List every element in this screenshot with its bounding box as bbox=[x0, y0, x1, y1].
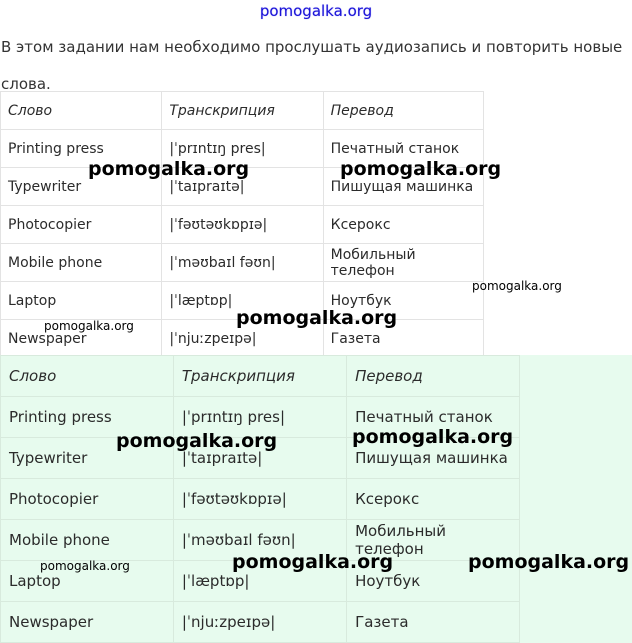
header-word: Слово bbox=[1, 92, 162, 130]
header-transcription: Транскрипция bbox=[162, 92, 323, 130]
watermark: pomogalka.org bbox=[116, 430, 278, 452]
translation: Газета bbox=[323, 320, 483, 358]
header-word: Слово bbox=[1, 356, 174, 397]
translation: Пишущая машинка bbox=[347, 438, 520, 479]
word: Photocopier bbox=[1, 206, 162, 244]
table-header-row bbox=[1, 356, 520, 397]
word: Printing press bbox=[1, 130, 162, 168]
table-row bbox=[1, 244, 484, 282]
translation: Мобильный телефон bbox=[323, 244, 483, 282]
translation: Ноутбук bbox=[323, 282, 483, 320]
translation: Печатный станок bbox=[347, 397, 520, 438]
word: Newspaper bbox=[1, 602, 174, 643]
word: Mobile phone bbox=[1, 244, 162, 282]
intro-text: В этом задании нам необходимо прослушать аудиозапись и повторить новые слова. bbox=[1, 38, 623, 93]
transcription: |ˈlæptɒp| bbox=[173, 561, 346, 602]
translation: Пишущая машинка bbox=[323, 168, 483, 206]
translation: Печатный станок bbox=[323, 130, 483, 168]
transcription: |ˈfəʊtəʊkɒpɪə| bbox=[173, 479, 346, 520]
table-row bbox=[1, 602, 520, 643]
watermark: pomogalka.org bbox=[236, 307, 398, 329]
watermark: pomogalka.org bbox=[40, 559, 130, 573]
transcription: |ˈtaɪpraɪtə| bbox=[162, 168, 323, 206]
word: Laptop bbox=[1, 282, 162, 320]
transcription: |ˈlæptɒp| bbox=[162, 282, 323, 320]
word: Typewriter bbox=[1, 438, 174, 479]
watermark: pomogalka.org bbox=[88, 158, 250, 180]
watermark-top: pomogalka.org bbox=[259, 2, 373, 20]
transcription: |ˈprɪntɪŋ pres| bbox=[173, 397, 346, 438]
transcription: |ˈməʊbaɪl fəʊn| bbox=[173, 520, 346, 561]
translation: Газета bbox=[347, 602, 520, 643]
word: Photocopier bbox=[1, 479, 174, 520]
header-transcription: Транскрипция bbox=[173, 356, 346, 397]
watermark: pomogalka.org bbox=[232, 551, 394, 573]
transcription: |ˈtaɪpraɪtə| bbox=[173, 438, 346, 479]
translation: Мобильный телефон bbox=[347, 520, 520, 561]
transcription: |ˈnjuːzpeɪpə| bbox=[173, 602, 346, 643]
word: Newspaper bbox=[1, 320, 162, 358]
vocabulary-table-highlighted bbox=[0, 355, 520, 643]
watermark: pomogalka.org bbox=[468, 551, 630, 573]
watermark: pomogalka.org bbox=[472, 279, 562, 293]
word: Typewriter bbox=[1, 168, 162, 206]
translation: Ноутбук bbox=[347, 561, 520, 602]
watermark: pomogalka.org bbox=[340, 158, 502, 180]
word: Laptop bbox=[1, 561, 174, 602]
word: Printing press bbox=[1, 397, 174, 438]
table-row bbox=[1, 479, 520, 520]
watermark: pomogalka.org bbox=[352, 426, 514, 448]
transcription: |ˈnjuːzpeɪpə| bbox=[162, 320, 323, 358]
table-header-row bbox=[1, 92, 484, 130]
header-translation: Перевод bbox=[323, 92, 483, 130]
transcription: |ˈprɪntɪŋ pres| bbox=[162, 130, 323, 168]
header-translation: Перевод bbox=[347, 356, 520, 397]
watermark: pomogalka.org bbox=[44, 319, 134, 333]
transcription: |ˈməʊbaɪl fəʊn| bbox=[162, 244, 323, 282]
word: Mobile phone bbox=[1, 520, 174, 561]
translation: Ксерокс bbox=[347, 479, 520, 520]
table-row bbox=[1, 206, 484, 244]
translation: Ксерокс bbox=[323, 206, 483, 244]
transcription: |ˈfəʊtəʊkɒpɪə| bbox=[162, 206, 323, 244]
